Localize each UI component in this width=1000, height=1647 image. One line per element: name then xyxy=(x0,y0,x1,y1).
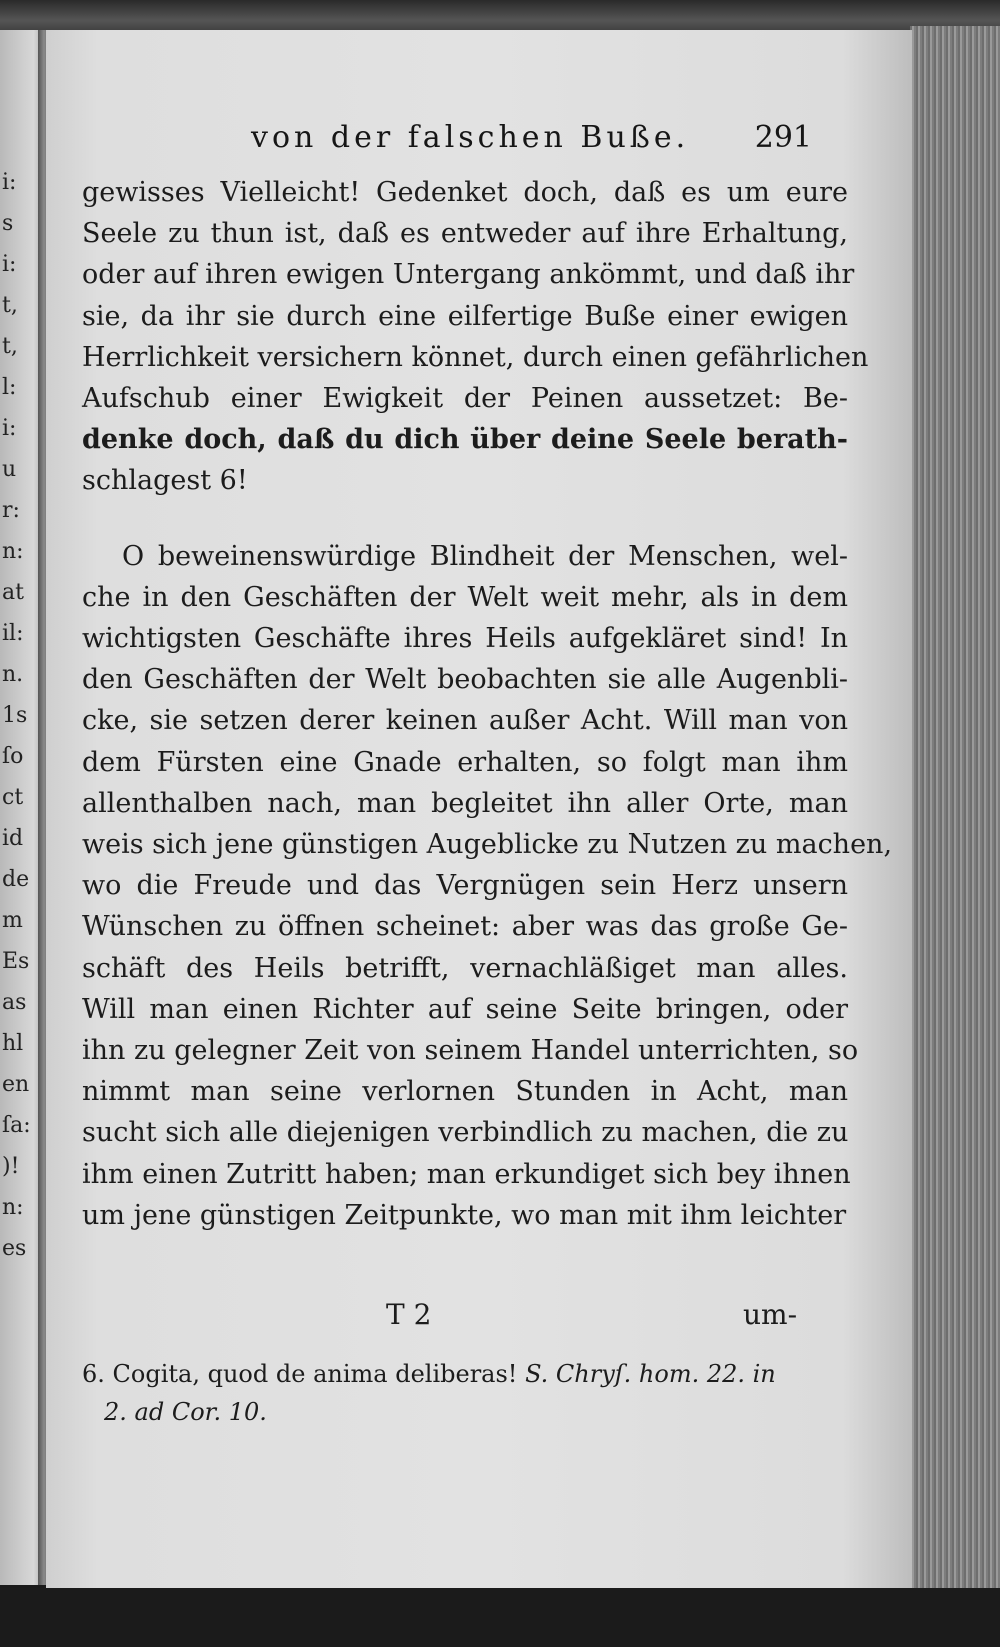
facing-page-fragment: as xyxy=(2,990,27,1015)
text-line: che in den Geschäften der Welt weit mehr, als in dem xyxy=(82,581,848,613)
facing-page-fragment: en xyxy=(2,1072,30,1097)
facing-page-fragment: de xyxy=(2,867,30,892)
text-line: nimmt man seine verlornen Stunden in Acht, man xyxy=(82,1076,848,1108)
page-edges xyxy=(910,26,1000,1596)
text-line: Aufschub einer Ewigkeit der Peinen aussetzet: Be- xyxy=(82,383,848,415)
text-line: ihm einen Zutritt haben; man erkundiget sich bey ihnen xyxy=(82,1158,851,1190)
facing-page-fragment: es xyxy=(2,1236,27,1261)
facing-page-fragment: )! xyxy=(2,1154,20,1179)
text-line: ihn zu gelegner Zeit von seinem Handel unterrichten, so xyxy=(82,1035,859,1067)
signature-mark: T 2 xyxy=(386,1298,432,1331)
facing-page-fragment: n: xyxy=(2,1195,24,1220)
footnote-text: Cogita, quod de anima deliberas! xyxy=(112,1360,518,1388)
facing-page-fragment: t, xyxy=(2,293,18,318)
facing-page-fragment: i: xyxy=(2,416,17,441)
facing-page-fragment: i: xyxy=(2,252,17,277)
text-line: Herrlichkeit versichern könnet, durch einen gefährlichen xyxy=(82,341,869,373)
text-line: sucht sich alle diejenigen verbindlich zu machen, die zu xyxy=(82,1117,849,1149)
paragraph-2 xyxy=(82,536,893,1236)
footnote-citation: S. Chryſ. hom. 22. in xyxy=(525,1360,776,1388)
text-line: wo die Freude und das Vergnügen sein Herz unsern xyxy=(82,870,848,902)
facing-page-fragment: ſo xyxy=(2,744,24,769)
footnote xyxy=(82,1355,848,1431)
facing-page-fragment: id xyxy=(2,826,24,851)
facing-page-fragment: i: xyxy=(2,170,17,195)
facing-page-fragment: s xyxy=(2,211,14,236)
book-page xyxy=(46,30,912,1590)
text-line: gewisses Vielleicht! Gedenket doch, daß es um eure xyxy=(82,177,848,208)
running-head-title: von der falschen Buße. xyxy=(251,120,690,155)
book-top-shadow xyxy=(0,0,1000,34)
paragraph-1 xyxy=(82,172,869,502)
footnote-marker: 6. xyxy=(82,1360,105,1388)
text-line: weis sich jene günstigen Augeblicke zu Nutzen zu machen, xyxy=(82,829,893,861)
footnote-line-1 xyxy=(82,1355,848,1393)
facing-page-fragment: at xyxy=(2,580,24,605)
facing-page-fragment: m xyxy=(2,908,23,933)
catchword: um- xyxy=(743,1298,798,1331)
facing-page-fragment: Es xyxy=(2,949,30,974)
text-line: denke doch, daß du dich über deine Seele berath- xyxy=(82,424,848,456)
body-text xyxy=(82,172,893,1236)
facing-page-fragment: u xyxy=(2,457,17,482)
facing-page-fragment: ſa: xyxy=(2,1113,31,1138)
text-line: Will man einen Richter auf seine Seite bringen, oder xyxy=(82,993,848,1025)
book-bottom-shadow xyxy=(0,1588,1000,1647)
facing-page-fragment: t, xyxy=(2,334,18,359)
text-line: wichtigsten Geschäfte ihres Heils aufgekläret sind! In xyxy=(82,623,848,655)
text-line: um jene günstigen Zeitpunkte, wo man mit ihm leichter xyxy=(82,1199,847,1231)
text-line: cke, sie setzen derer keinen außer Acht. Will man von xyxy=(82,705,848,737)
text-line: O beweinenswürdige Blindheit der Menschen, wel- xyxy=(122,540,848,572)
text-line: allenthalben nach, man begleitet ihn aller Orte, man xyxy=(82,787,848,819)
facing-page-fragment: 1s xyxy=(2,703,28,728)
facing-page-fragment: n: xyxy=(2,539,24,564)
text-line: Seele zu thun ist, daß es entweder auf ihre Erhaltung, xyxy=(82,218,848,250)
text-line: schäft des Heils betrifft, vernachläßiget man alles. xyxy=(82,952,848,984)
footnote-citation-cont: 2. ad Cor. 10. xyxy=(104,1398,267,1426)
facing-page-fragment: l: xyxy=(2,375,17,400)
text-line: dem Fürsten eine Gnade erhalten, so folgt man ihm xyxy=(82,746,848,778)
facing-page-fragment: il: xyxy=(2,621,24,646)
facing-page-fragment: hl xyxy=(2,1031,24,1056)
facing-page-fragment: n. xyxy=(2,662,24,687)
text-line: den Geschäften der Welt beobachten sie alle Augenbli- xyxy=(82,664,848,696)
text-line: Wünschen zu öffnen scheinet: aber was das große Ge- xyxy=(82,911,848,943)
text-line: sie, da ihr sie durch eine eilfertige Buße einer ewigen xyxy=(82,300,848,332)
page-number: 291 xyxy=(754,120,812,155)
running-head xyxy=(46,112,912,162)
text-line: oder auf ihren ewigen Untergang ankömmt, und daß ihr xyxy=(82,259,855,291)
facing-page-fragment: ct xyxy=(2,785,24,810)
text-line: schlagest 6! xyxy=(82,465,248,497)
facing-page-fragment: r: xyxy=(2,498,20,523)
